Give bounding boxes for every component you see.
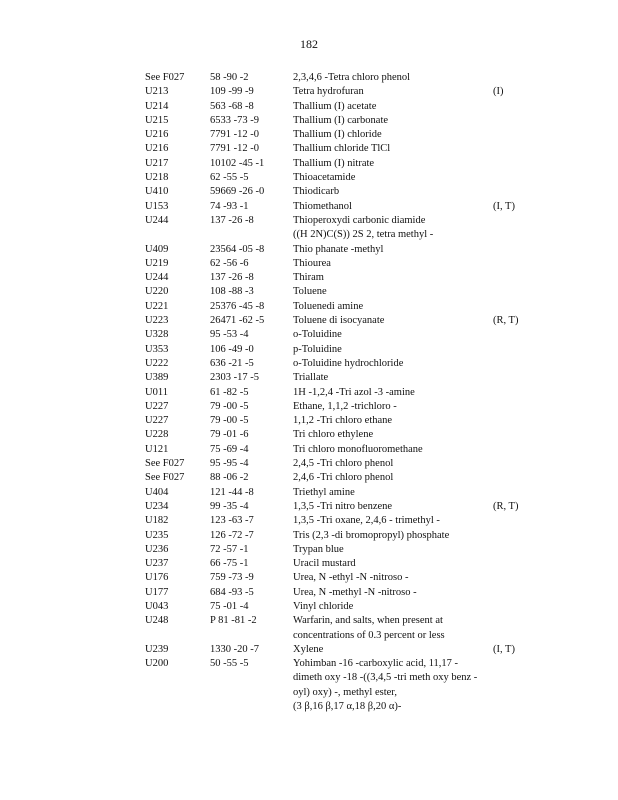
chemical-name: o-Toluidine <box>293 329 342 341</box>
chemical-name: Vinyl chloride <box>293 600 354 612</box>
hazard-basis <box>493 443 525 457</box>
chemical-name: Trypan blue <box>293 543 344 555</box>
table-row <box>145 386 525 400</box>
cas-number: 6533 -73 -9 <box>210 114 259 126</box>
hazard-basis <box>493 214 525 243</box>
chemical-name: Tri chloro ethylene <box>293 429 374 441</box>
chemical-name: Urea, N -methyl -N -nitroso - <box>293 586 417 598</box>
table-row <box>145 114 525 128</box>
table-row <box>145 214 525 243</box>
table-row <box>145 200 525 214</box>
chemical-name: Ethane, 1,1,2 -trichloro - <box>293 400 397 412</box>
cas-number: 759 -73 -9 <box>210 572 254 584</box>
hazard-basis <box>493 371 525 385</box>
table-row <box>145 600 525 614</box>
chemical-name: 1,1,2 -Tri chloro ethane <box>293 415 393 427</box>
cas-number: 137 -26 -8 <box>210 272 254 284</box>
waste-code: U404 <box>145 486 169 498</box>
cas-number: 95 -95 -4 <box>210 458 249 470</box>
table-row <box>145 243 525 257</box>
cas-number: 95 -53 -4 <box>210 329 249 341</box>
waste-code: U328 <box>145 329 169 341</box>
cas-number: 563 -68 -8 <box>210 100 254 112</box>
table-row <box>145 457 525 471</box>
table-row <box>145 557 525 571</box>
hazard-basis <box>493 614 525 643</box>
cas-number: 23564 -05 -8 <box>210 243 265 255</box>
chemical-name: Thioperoxydi carbonic diamide ((H 2N)C(S)) 2S 2, tetra methyl - <box>293 214 434 241</box>
waste-code: See F027 <box>145 72 185 83</box>
waste-code: U248 <box>145 615 169 627</box>
chemical-name: Tetra hydrofuran <box>293 86 364 98</box>
chemical-name: Tri chloro monofluoromethane <box>293 443 423 455</box>
table-row <box>145 128 525 142</box>
cas-number: 74 -93 -1 <box>210 200 249 212</box>
waste-code: U177 <box>145 586 169 598</box>
table-row <box>145 443 525 457</box>
table-row <box>145 142 525 156</box>
cas-number: 109 -99 -9 <box>210 86 254 98</box>
table-row <box>145 85 525 99</box>
hazard-basis <box>493 142 525 156</box>
hazard-basis <box>493 600 525 614</box>
hazard-basis <box>493 357 525 371</box>
chemical-name: o-Toluidine hydrochloride <box>293 357 404 369</box>
cas-number: 106 -49 -0 <box>210 343 254 355</box>
table-row <box>145 300 525 314</box>
hazard-basis <box>493 457 525 471</box>
chemical-name: Thallium chloride TlCl <box>293 143 391 155</box>
chemical-name: 1H -1,2,4 -Tri azol -3 -amine <box>293 386 415 398</box>
table-row <box>145 100 525 114</box>
hazard-basis <box>493 486 525 500</box>
hazard-basis <box>493 529 525 543</box>
chemical-name: Xylene <box>293 643 324 655</box>
chemical-name: Yohimban -16 -carboxylic acid, 11,17 - dimeth oxy -18 -((3,4,5 -tri meth oxy benz - oyl) oxy) -, methyl ester, (3 β,16 β,17 α,18 β,20 α)- <box>293 658 478 713</box>
waste-code: U244 <box>145 272 169 284</box>
chemical-name: Thallium (I) carbonate <box>293 114 389 126</box>
table-row <box>145 414 525 428</box>
waste-code: U043 <box>145 600 169 612</box>
chemical-name: Toluene <box>293 286 327 298</box>
hazard-basis <box>493 71 525 85</box>
hazard-basis: (I) <box>493 86 504 98</box>
hazard-basis <box>493 128 525 142</box>
waste-code: U219 <box>145 257 169 269</box>
hazard-basis <box>493 300 525 314</box>
table-row <box>145 171 525 185</box>
chemical-name: Thallium (I) chloride <box>293 129 382 141</box>
chemical-name: Thallium (I) acetate <box>293 100 377 112</box>
cas-number: 75 -69 -4 <box>210 443 249 455</box>
hazard-basis <box>493 114 525 128</box>
table-row <box>145 657 525 714</box>
cas-number: 636 -21 -5 <box>210 357 254 369</box>
hazard-basis <box>493 586 525 600</box>
waste-code: U244 <box>145 214 169 226</box>
waste-code: U121 <box>145 443 169 455</box>
table-row <box>145 357 525 371</box>
waste-code: U217 <box>145 157 169 169</box>
cas-number: 58 -90 -2 <box>210 72 249 83</box>
table-row <box>145 571 525 585</box>
waste-code: U353 <box>145 343 169 355</box>
cas-number: 108 -88 -3 <box>210 286 254 298</box>
chemical-name: Thiourea <box>293 257 331 269</box>
table-row <box>145 285 525 299</box>
chemical-name: Toluene di isocyanate <box>293 315 385 327</box>
hazard-basis <box>493 428 525 442</box>
cas-number: 62 -56 -6 <box>210 257 249 269</box>
hazard-basis: (I, T) <box>493 200 515 212</box>
waste-code: U200 <box>145 658 169 670</box>
table-row <box>145 586 525 600</box>
waste-code: U223 <box>145 315 169 327</box>
hazard-basis <box>493 257 525 271</box>
hazard-basis: (R, T) <box>493 315 519 327</box>
chemical-name: Tris (2,3 -di bromopropyl) phosphate <box>293 529 450 541</box>
cas-number: 7791 -12 -0 <box>210 143 259 155</box>
cas-number: 79 -00 -5 <box>210 415 249 427</box>
chemical-name: 1,3,5 -Tri oxane, 2,4,6 - trimethyl - <box>293 515 440 527</box>
chemical-name: Thioacetamide <box>293 172 356 184</box>
table-row <box>145 486 525 500</box>
chemical-name: Thiomethanol <box>293 200 352 212</box>
cas-number: 2303 -17 -5 <box>210 372 259 384</box>
hazard-basis <box>493 171 525 185</box>
waste-code: U221 <box>145 300 169 312</box>
table-row <box>145 371 525 385</box>
cas-number: 26471 -62 -5 <box>210 315 265 327</box>
table-row <box>145 529 525 543</box>
chemical-name: Thio phanate -methyl <box>293 243 384 255</box>
hazard-basis <box>493 343 525 357</box>
table-row <box>145 343 525 357</box>
hazard-basis <box>493 185 525 199</box>
waste-code: U389 <box>145 372 169 384</box>
waste-code: U153 <box>145 200 169 212</box>
table-row <box>145 328 525 342</box>
waste-code: U228 <box>145 429 169 441</box>
cas-number: 50 -55 -5 <box>210 658 249 670</box>
waste-code: See F027 <box>145 472 185 484</box>
hazard-basis <box>493 557 525 571</box>
table-row <box>145 428 525 442</box>
hazard-basis <box>493 471 525 485</box>
table-row <box>145 514 525 528</box>
cas-number: 126 -72 -7 <box>210 529 254 541</box>
cas-number: 7791 -12 -0 <box>210 129 259 141</box>
table-row <box>145 543 525 557</box>
table-row <box>145 71 525 85</box>
chemical-name: 2,4,6 -Tri chloro phenol <box>293 472 394 484</box>
waste-code: U227 <box>145 415 169 427</box>
hazard-basis <box>493 386 525 400</box>
waste-code: U239 <box>145 643 169 655</box>
cas-number: 75 -01 -4 <box>210 600 249 612</box>
table-row <box>145 157 525 171</box>
hazard-basis <box>493 157 525 171</box>
hazard-basis <box>493 400 525 414</box>
waste-code: U227 <box>145 400 169 412</box>
chemical-name: p-Toluidine <box>293 343 342 355</box>
table-row <box>145 314 525 328</box>
cas-number: 10102 -45 -1 <box>210 157 265 169</box>
chemical-name: Triethyl amine <box>293 486 355 498</box>
chemical-name: 2,3,4,6 -Tetra chloro phenol <box>293 72 411 83</box>
cas-number: 79 -00 -5 <box>210 400 249 412</box>
table-row <box>145 271 525 285</box>
chemical-name: Thiram <box>293 272 324 284</box>
waste-code: U235 <box>145 529 169 541</box>
hazard-basis <box>493 571 525 585</box>
cas-number: 72 -57 -1 <box>210 543 249 555</box>
waste-code: U222 <box>145 357 169 369</box>
chemical-name: Toluenedi amine <box>293 300 364 312</box>
table-row <box>145 471 525 485</box>
page-number: 182 <box>300 37 318 51</box>
chemical-name: 1,3,5 -Tri nitro benzene <box>293 500 393 512</box>
waste-code: U236 <box>145 543 169 555</box>
waste-code: U176 <box>145 572 169 584</box>
hazard-basis <box>493 100 525 114</box>
chemical-name: Thiodicarb <box>293 186 340 198</box>
chemical-name: Thallium (I) nitrate <box>293 157 375 169</box>
chemical-name: Urea, N -ethyl -N -nitroso - <box>293 572 409 584</box>
waste-code: U215 <box>145 114 169 126</box>
waste-code: U409 <box>145 243 169 255</box>
hazard-basis <box>493 543 525 557</box>
waste-code: U011 <box>145 386 168 398</box>
hazard-basis <box>493 243 525 257</box>
table-row <box>145 185 525 199</box>
chemical-name: Warfarin, and salts, when present at concentrations of 0.3 percent or less <box>293 615 445 641</box>
cas-number: 121 -44 -8 <box>210 486 254 498</box>
waste-code: U214 <box>145 100 169 112</box>
cas-number: 66 -75 -1 <box>210 558 249 570</box>
chemical-name: 2,4,5 -Tri chloro phenol <box>293 458 394 470</box>
cas-number: 88 -06 -2 <box>210 472 249 484</box>
cas-number: 99 -35 -4 <box>210 500 249 512</box>
waste-code: U237 <box>145 558 169 570</box>
hazardous-waste-table <box>145 71 525 714</box>
waste-code: U182 <box>145 515 169 527</box>
hazard-basis <box>493 271 525 285</box>
hazard-basis <box>493 514 525 528</box>
waste-code: U216 <box>145 129 169 141</box>
hazard-basis <box>493 328 525 342</box>
waste-code: See F027 <box>145 458 185 470</box>
hazard-basis: (I, T) <box>493 643 515 655</box>
hazard-basis <box>493 414 525 428</box>
cas-number: 79 -01 -6 <box>210 429 249 441</box>
table-row <box>145 643 525 657</box>
cas-number: P 81 -81 -2 <box>210 615 257 627</box>
waste-code: U220 <box>145 286 169 298</box>
cas-number: 1330 -20 -7 <box>210 643 259 655</box>
chemical-name: Uracil mustard <box>293 558 356 570</box>
cas-number: 123 -63 -7 <box>210 515 254 527</box>
hazard-basis: (R, T) <box>493 500 519 512</box>
waste-code: U234 <box>145 500 169 512</box>
cas-number: 61 -82 -5 <box>210 386 249 398</box>
table-row <box>145 257 525 271</box>
table-row <box>145 400 525 414</box>
cas-number: 137 -26 -8 <box>210 214 254 226</box>
waste-code: U213 <box>145 86 169 98</box>
hazard-basis <box>493 285 525 299</box>
cas-number: 684 -93 -5 <box>210 586 254 598</box>
waste-code: U410 <box>145 186 169 198</box>
waste-code: U218 <box>145 172 169 184</box>
table-row <box>145 614 525 643</box>
cas-number: 25376 -45 -8 <box>210 300 265 312</box>
hazard-basis <box>493 657 525 714</box>
cas-number: 59669 -26 -0 <box>210 186 265 198</box>
table-row <box>145 500 525 514</box>
chemical-name: Triallate <box>293 372 329 384</box>
waste-code: U216 <box>145 143 169 155</box>
cas-number: 62 -55 -5 <box>210 172 249 184</box>
